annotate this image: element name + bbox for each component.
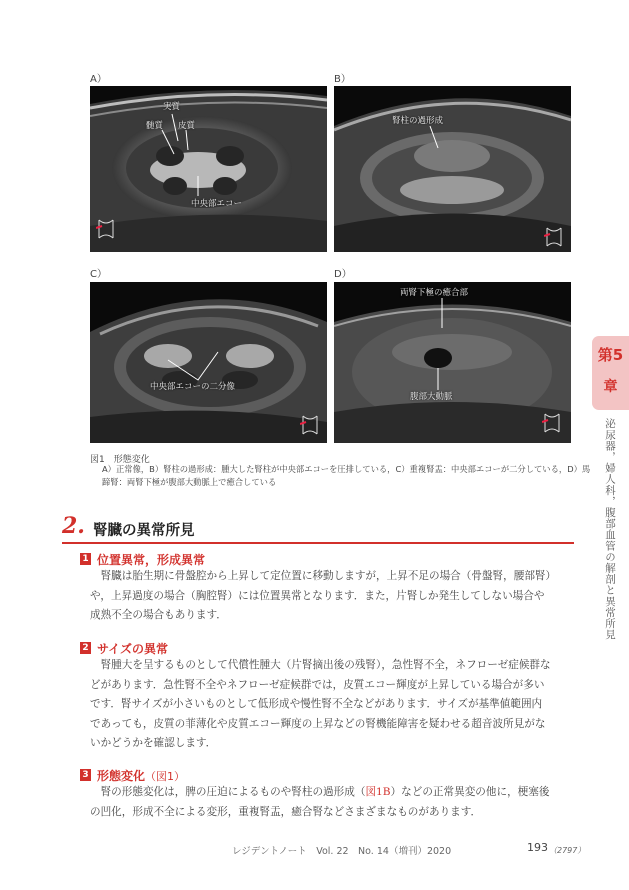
figure-reference: （図1） (145, 770, 186, 783)
paragraph (90, 783, 580, 822)
panel-a-label: A） (90, 74, 107, 85)
text-line: や，上昇過度の場合（胸腔腎）には位置異常となります．また，片腎しか発生してしない場合や (90, 589, 545, 602)
annotation-parenchyma: 実質 (163, 102, 181, 112)
text-line: どがあります．急性腎不全やネフローゼ症候群では，皮質エコー輝度が上昇している場合が多い (90, 678, 545, 691)
ultrasound-image-b (334, 86, 571, 252)
paragraph (90, 656, 580, 754)
paragraph (90, 567, 580, 626)
text-line: の凹化，形成不全による変形，重複腎盂，癒合腎などさまざまなものがあります． (90, 805, 482, 818)
ultrasound-image-d (334, 282, 571, 443)
panel-d-label: D） (334, 269, 352, 280)
text-line: です．腎サイズが小さいものとして低形成や慢性腎不全などがあります．サイズが基準値範囲内 (90, 698, 543, 710)
chapter-number: 第5 (597, 346, 624, 364)
section-divider (62, 542, 574, 544)
body-mark-icon (544, 226, 564, 248)
panel-c-label: C） (90, 269, 107, 280)
subsection-title-text: 形態変化 (97, 769, 146, 783)
ultrasound-image-a (90, 86, 327, 252)
footer-journal: レジデントノート Vol. 22 No. 14（増刊）2020 (232, 846, 452, 857)
total-page-number: （2797） (549, 846, 586, 855)
figure-caption-title: 図1 形態変化 (90, 455, 150, 465)
ultrasound-image-c (90, 282, 327, 443)
text-run: 腎の形態変化は，脾の圧迫によるものや腎柱の過形成（ (90, 786, 366, 798)
chapter-side-tab (592, 336, 629, 410)
panel-b-label: B） (334, 74, 351, 85)
subsection-number-badge: 2 (80, 642, 91, 654)
figure-link[interactable]: 図1B (365, 786, 391, 798)
text-line: 腎腫大を呈するものとして代償性腫大（片腎摘出後の残腎），急性腎不全，ネフローゼ症候群な (90, 659, 551, 671)
subsection-title: 位置異常，形成異常 (97, 553, 206, 567)
text-run: ）などの正常異変の他に，梗塞後 (390, 786, 550, 798)
subsection-title (97, 767, 185, 784)
body-mark-icon (542, 412, 562, 434)
chapter-vertical-title: 泌尿器，婦人科，腹部血管の解剖と異常所見 (604, 418, 616, 640)
body-mark-icon (300, 414, 320, 436)
annotation-cortex: 皮質 (178, 121, 196, 131)
chapter-label: 章 (603, 379, 618, 395)
body-mark-icon (96, 218, 116, 240)
annotation-medulla: 髄質 (146, 121, 164, 131)
text-line: 腎臓は胎生期に骨盤腔から上昇して定位置に移動しますが，上昇不足の場合（骨盤腎，腰部腎） (90, 570, 557, 582)
annotation-central-echo: 中央部エコー (191, 199, 243, 209)
annotation-column-hyperplasia: 腎柱の過形成 (392, 116, 444, 126)
text-line: であっても，皮質の菲薄化や皮質エコー輝度の上昇などの腎機能障害を疑わせる超音波所見がな (90, 717, 546, 730)
page-number: 193 (527, 841, 548, 854)
subsection-number-badge: 3 (80, 769, 91, 781)
text-line: 成熟不全の場合もあります． (90, 609, 227, 621)
annotation-isthmus: 両腎下極の癒合部 (400, 288, 469, 298)
subsection-title: サイズの異常 (97, 642, 169, 656)
annotation-aorta: 腹部大動脈 (410, 392, 453, 402)
section-title: 腎臓の異常所見 (93, 523, 195, 539)
section-number: 2. (62, 513, 85, 539)
subsection-number-badge: 1 (80, 553, 91, 565)
text-line: いかどうかを確認します． (90, 737, 217, 749)
figure-caption-text: A）正常像，B）腎柱の過形成：腫大した腎柱が中央部エコーを圧排している，C）重複腎盂：中央部エコーが二分している，D）馬蹄腎：両腎下極が腹部大動脈上で癒合している (102, 464, 591, 487)
annotation-duplex-central-echo: 中央部エコーの二分像 (150, 382, 236, 392)
text-line (90, 783, 580, 803)
